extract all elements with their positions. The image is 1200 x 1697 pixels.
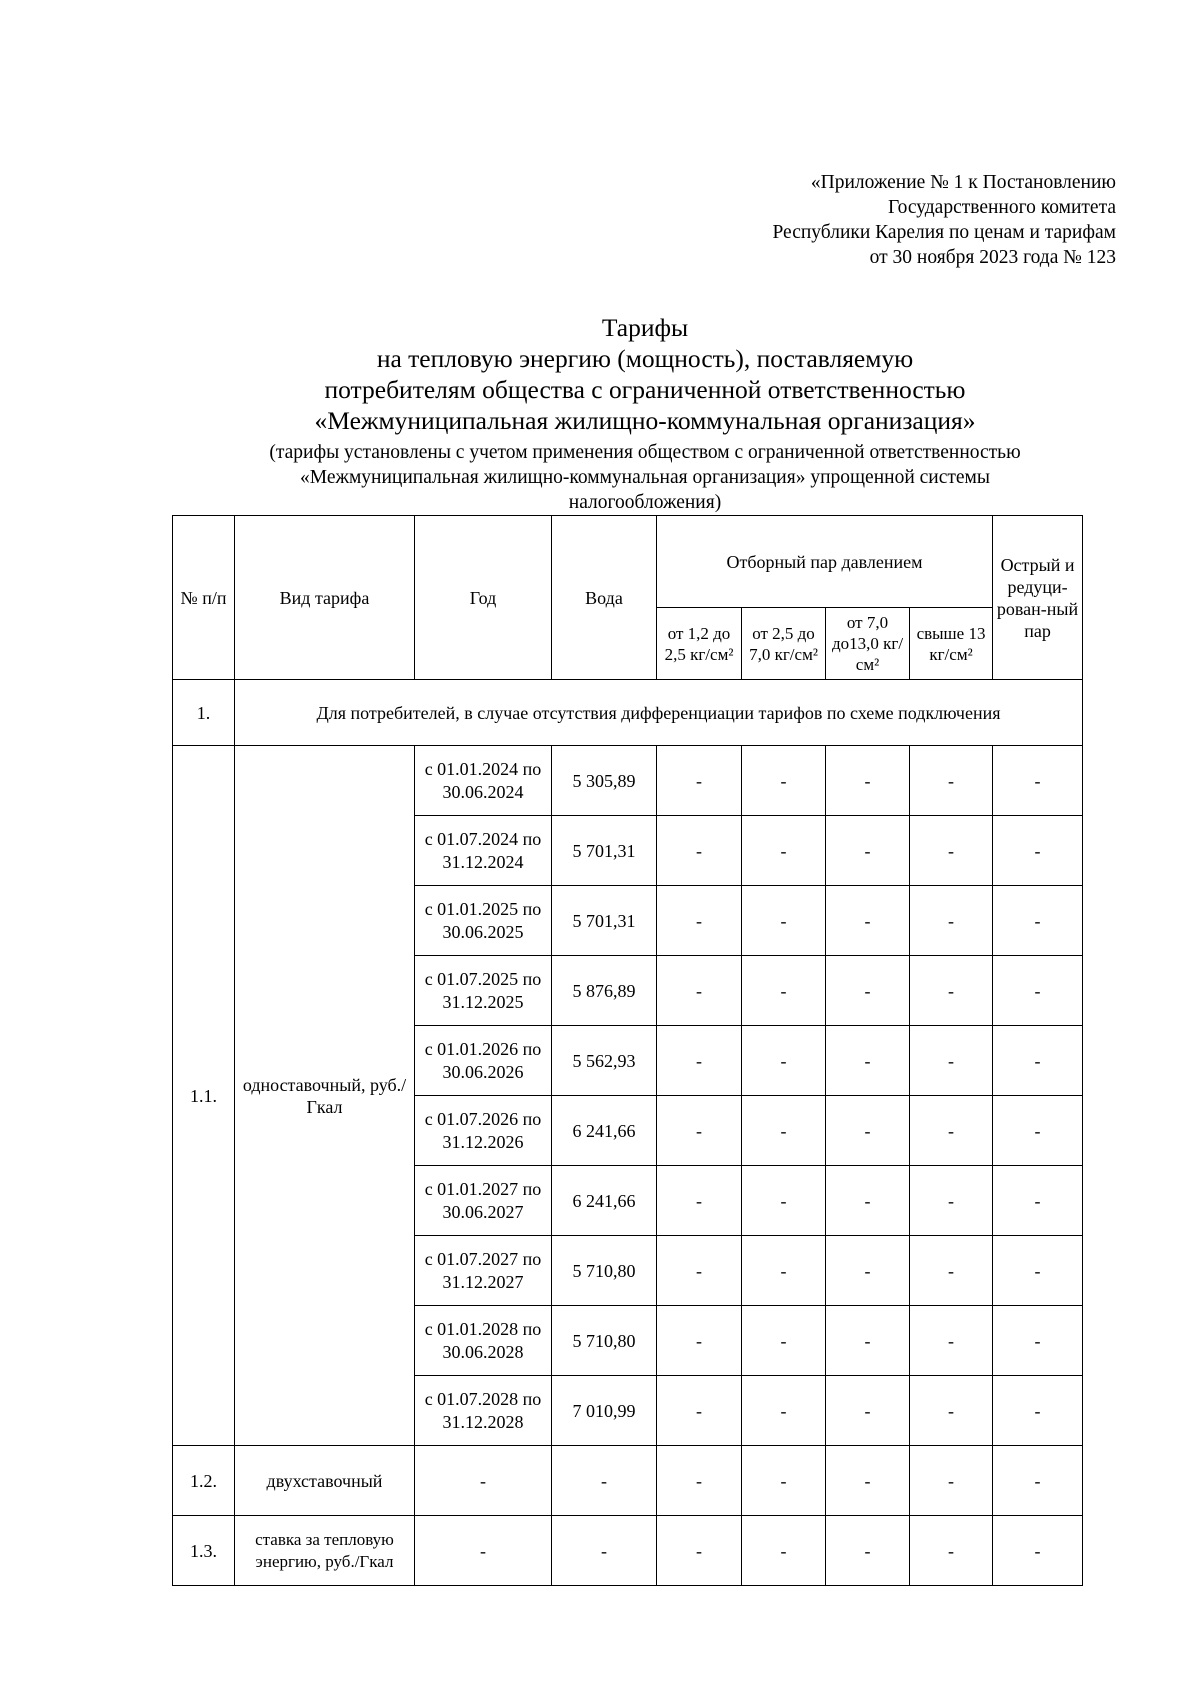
steam-2-cell: -: [742, 746, 826, 816]
water-cell: 5 701,31: [552, 886, 657, 956]
subtitle-line: налогообложения): [568, 492, 722, 513]
steam-4-cell: -: [910, 1026, 993, 1096]
period-cell: с 01.01.2026 по 30.06.2026: [415, 1026, 552, 1096]
document-title: [160, 312, 1130, 436]
steam-2-cell: -: [742, 1516, 826, 1586]
steam-2-cell: -: [742, 1306, 826, 1376]
steam-1-cell: -: [657, 956, 742, 1026]
table-row: [173, 1516, 1083, 1586]
steam-4-cell: -: [910, 1446, 993, 1516]
steam-1-cell: -: [657, 746, 742, 816]
steam-4-cell: -: [910, 1166, 993, 1236]
steam-3-cell: -: [826, 816, 910, 886]
period-cell: с 01.01.2024 по 30.06.2024: [415, 746, 552, 816]
steam-1-cell: -: [657, 1446, 742, 1516]
tariffs-table: [172, 515, 1083, 1586]
water-cell: 6 241,66: [552, 1096, 657, 1166]
steam-3-cell: -: [826, 956, 910, 1026]
subtitle-line: (тарифы установлены с учетом применения обществом с ограниченной ответственностью: [269, 442, 1021, 463]
steam-4-cell: -: [910, 1516, 993, 1586]
section-text: Для потребителей, в случае отсутствия дифференциации тарифов по схеме подключения: [235, 680, 1083, 746]
steam-4-cell: -: [910, 1376, 993, 1446]
steam-2-cell: -: [742, 1236, 826, 1306]
steam-4-cell: -: [910, 1096, 993, 1166]
period-cell: с 01.07.2025 по 31.12.2025: [415, 956, 552, 1026]
water-cell: 5 710,80: [552, 1236, 657, 1306]
steam-3-cell: -: [826, 746, 910, 816]
appendix-line: Государственного комитета: [888, 197, 1116, 218]
period-cell: -: [415, 1516, 552, 1586]
header-steam-1: от 1,2 до 2,5 кг/см²: [657, 608, 742, 680]
steam-4-cell: -: [910, 956, 993, 1026]
sharp-steam-cell: -: [993, 1446, 1083, 1516]
table-row: [173, 746, 1083, 816]
steam-3-cell: -: [826, 1236, 910, 1306]
steam-4-cell: -: [910, 746, 993, 816]
steam-1-cell: -: [657, 1516, 742, 1586]
steam-2-cell: -: [742, 1376, 826, 1446]
steam-2-cell: -: [742, 1166, 826, 1236]
header-sharp-steam: Острый и редуци-рован-ный пар: [993, 516, 1083, 680]
header-steam-2: от 2,5 до 7,0 кг/см²: [742, 608, 826, 680]
water-cell: 5 876,89: [552, 956, 657, 1026]
section-num: 1.: [173, 680, 235, 746]
steam-2-cell: -: [742, 1026, 826, 1096]
header-tariff-type: Вид тарифа: [235, 516, 415, 680]
steam-2-cell: -: [742, 1446, 826, 1516]
title-line: «Межмуниципальная жилищно-коммунальная организация»: [314, 406, 976, 435]
tariff-type-cell: ставка за тепловую энергию, руб./Гкал: [235, 1516, 415, 1586]
sharp-steam-cell: -: [993, 816, 1083, 886]
row-num: 1.3.: [173, 1516, 235, 1586]
tariff-type-cell: двухставочный: [235, 1446, 415, 1516]
sharp-steam-cell: -: [993, 956, 1083, 1026]
water-cell: 5 701,31: [552, 816, 657, 886]
steam-3-cell: -: [826, 1096, 910, 1166]
header-num: № п/п: [173, 516, 235, 680]
steam-1-cell: -: [657, 886, 742, 956]
sharp-steam-cell: -: [993, 1026, 1083, 1096]
steam-1-cell: -: [657, 1306, 742, 1376]
water-cell: 5 562,93: [552, 1026, 657, 1096]
header-steam-group: Отборный пар давлением: [657, 516, 993, 608]
steam-3-cell: -: [826, 1446, 910, 1516]
appendix-line: от 30 ноября 2023 года № 123: [869, 247, 1116, 268]
sharp-steam-cell: -: [993, 1166, 1083, 1236]
period-cell: с 01.07.2024 по 31.12.2024: [415, 816, 552, 886]
sharp-steam-cell: -: [993, 1516, 1083, 1586]
steam-2-cell: -: [742, 1096, 826, 1166]
group-type: одноставочный, руб./Гкал: [235, 746, 415, 1446]
water-cell: 6 241,66: [552, 1166, 657, 1236]
section-row: [173, 680, 1083, 746]
steam-3-cell: -: [826, 1376, 910, 1446]
appendix-line: Республики Карелия по ценам и тарифам: [772, 222, 1116, 243]
steam-2-cell: -: [742, 956, 826, 1026]
appendix-line: «Приложение № 1 к Постановлению: [810, 172, 1116, 193]
sharp-steam-cell: -: [993, 1096, 1083, 1166]
sharp-steam-cell: -: [993, 1236, 1083, 1306]
sharp-steam-cell: -: [993, 1306, 1083, 1376]
header-water: Вода: [552, 516, 657, 680]
period-cell: с 01.01.2025 по 30.06.2025: [415, 886, 552, 956]
steam-1-cell: -: [657, 1096, 742, 1166]
steam-3-cell: -: [826, 1166, 910, 1236]
water-cell: 5 710,80: [552, 1306, 657, 1376]
water-cell: 7 010,99: [552, 1376, 657, 1446]
header-year: Год: [415, 516, 552, 680]
sharp-steam-cell: -: [993, 1376, 1083, 1446]
steam-1-cell: -: [657, 816, 742, 886]
steam-1-cell: -: [657, 1026, 742, 1096]
sharp-steam-cell: -: [993, 746, 1083, 816]
header-row: [173, 516, 1083, 608]
title-line: Тарифы: [601, 313, 689, 342]
steam-3-cell: -: [826, 1516, 910, 1586]
title-line: потребителям общества с ограниченной ответственностью: [324, 375, 966, 404]
title-line: на тепловую энергию (мощность), поставляемую: [376, 344, 914, 373]
steam-4-cell: -: [910, 1236, 993, 1306]
period-cell: с 01.07.2026 по 31.12.2026: [415, 1096, 552, 1166]
group-num: 1.1.: [173, 746, 235, 1446]
steam-4-cell: -: [910, 886, 993, 956]
document-subtitle: [175, 440, 1115, 515]
water-cell: -: [552, 1446, 657, 1516]
period-cell: с 01.07.2028 по 31.12.2028: [415, 1376, 552, 1446]
steam-1-cell: -: [657, 1236, 742, 1306]
header-steam-4: свыше 13 кг/см²: [910, 608, 993, 680]
steam-3-cell: -: [826, 1306, 910, 1376]
period-cell: с 01.07.2027 по 31.12.2027: [415, 1236, 552, 1306]
water-cell: 5 305,89: [552, 746, 657, 816]
steam-1-cell: -: [657, 1376, 742, 1446]
header-steam-3: от 7,0 до13,0 кг/см²: [826, 608, 910, 680]
steam-4-cell: -: [910, 816, 993, 886]
steam-2-cell: -: [742, 816, 826, 886]
sharp-steam-cell: -: [993, 886, 1083, 956]
steam-1-cell: -: [657, 1166, 742, 1236]
steam-3-cell: -: [826, 1026, 910, 1096]
steam-2-cell: -: [742, 886, 826, 956]
steam-4-cell: -: [910, 1306, 993, 1376]
water-cell: -: [552, 1516, 657, 1586]
table-row: [173, 1446, 1083, 1516]
period-cell: с 01.01.2028 по 30.06.2028: [415, 1306, 552, 1376]
steam-3-cell: -: [826, 886, 910, 956]
period-cell: с 01.01.2027 по 30.06.2027: [415, 1166, 552, 1236]
subtitle-line: «Межмуниципальная жилищно-коммунальная организация» упрощенной системы: [300, 467, 990, 488]
row-num: 1.2.: [173, 1446, 235, 1516]
appendix-reference: [516, 170, 1116, 270]
period-cell: -: [415, 1446, 552, 1516]
